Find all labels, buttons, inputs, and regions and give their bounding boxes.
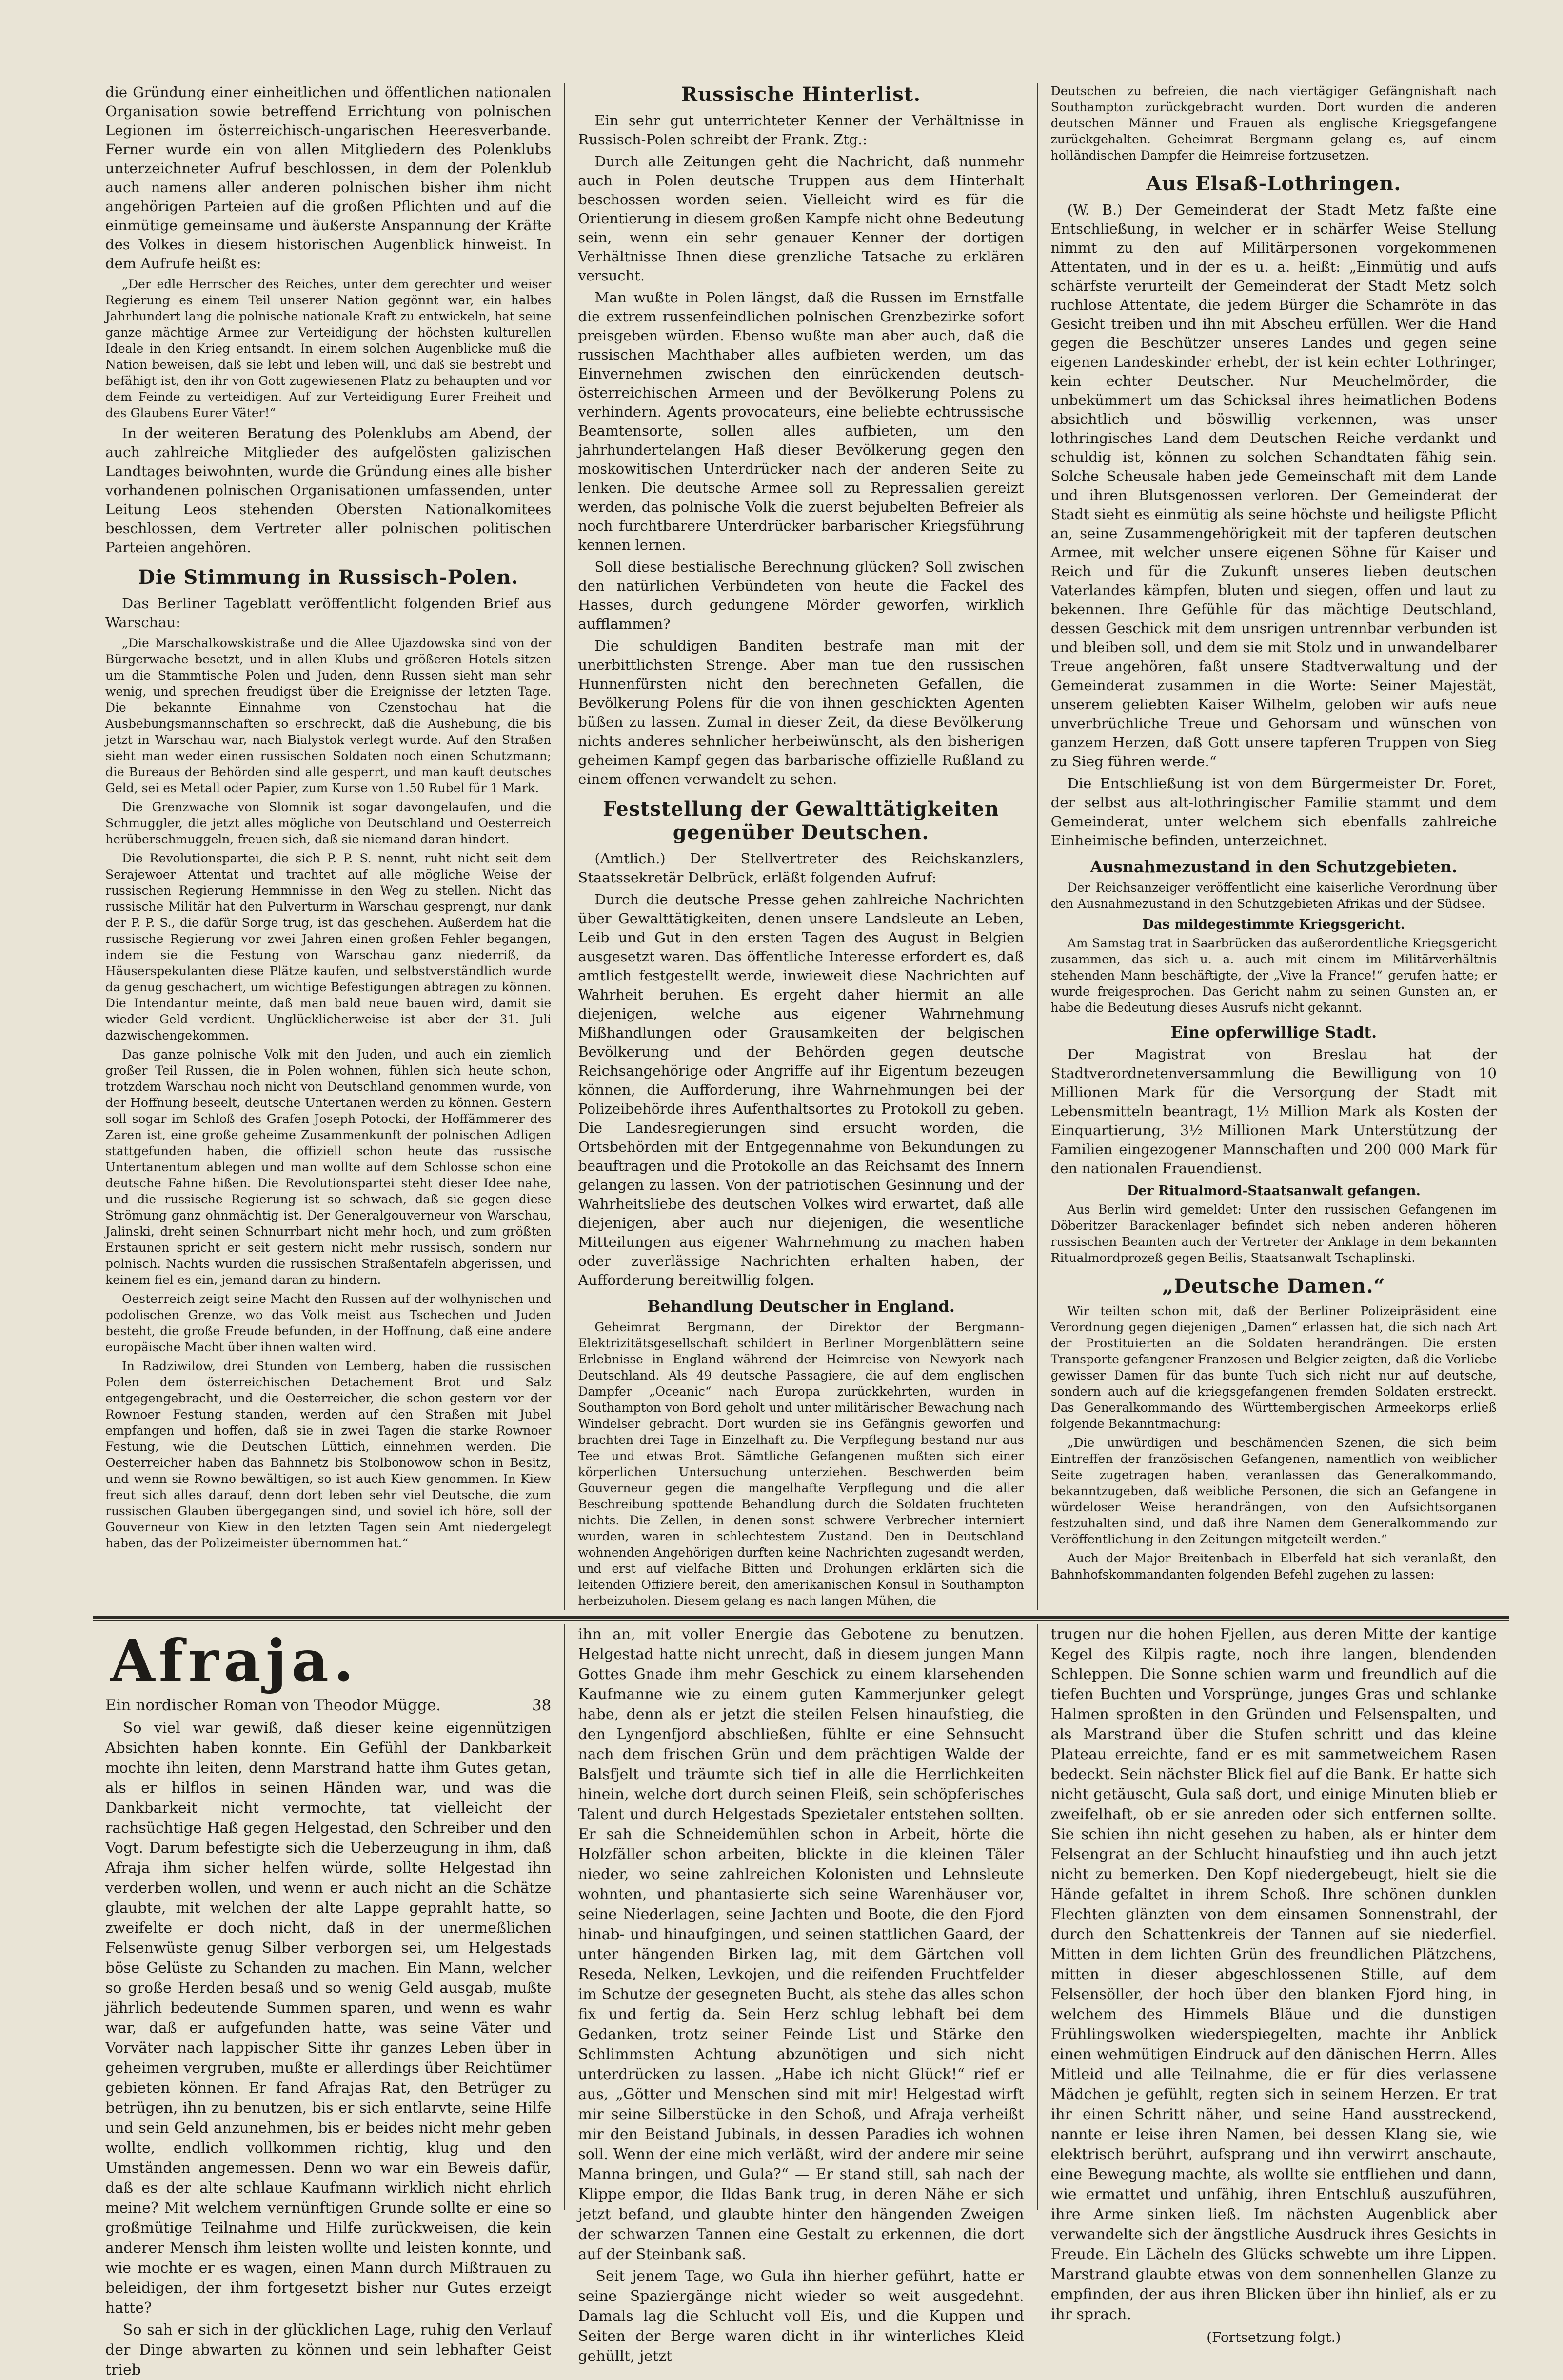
article-heading: Behandlung Deutscher in England. bbox=[647, 1297, 955, 1316]
feuilleton-section bbox=[93, 1624, 1509, 2379]
article-paragraph: Der Reichsanzeiger veröffentlicht eine kaiserliche Verordnung über den Ausnahmezustand in den Schutzgebieten Afrikas und der Südsee. bbox=[1050, 880, 1497, 911]
article-paragraph: Durch alle Zeitungen geht die Nachricht, daß nunmehr auch in Polen deutsche Truppen aus dem Hinterhalt beschossen worden seien. Vielleicht wird es für die Orientierung in diesem großen Kampfe nicht ohne Bedeutung sein, wenn ein sehr genauer Kenner der dortigen Verhältnisse Ihnen diese grenzliche Tatsache zu erklären versucht. bbox=[578, 153, 1024, 284]
article-heading: Die Stimmung in Russisch-Polen. bbox=[138, 566, 519, 589]
novel-column-2 bbox=[565, 1624, 1038, 2365]
article-heading: Das mildegestimmte Kriegsgericht. bbox=[1142, 917, 1405, 932]
article-paragraph: Der Magistrat von Breslau hat der Stadtverordnetenversammlung die Bewilligung von 10 Millionen Mark für die Versorgung der Stadt mit Lebensmitteln beantragt, 1½ Million Mark als Kosten der Einquartierung, 3½ Millionen Mark Unterstützung der Familien eingezogener Mannschaften und 200 000 Mark für den nationalen Frauendienst. bbox=[1050, 1046, 1497, 1177]
article-heading: Ausnahmezustand in den Schutzgebieten. bbox=[1090, 858, 1457, 876]
news-section bbox=[93, 83, 1509, 1610]
article-heading: Aus Elsaß-Lothringen. bbox=[1146, 172, 1402, 195]
article-paragraph: Ein sehr gut unterrichteter Kenner der Verhältnisse in Russisch-Polen schreibt der Frank. Ztg.: bbox=[578, 112, 1024, 148]
article-heading: Feststellung der Gewalttätigkeiten gegenüber Deutschen. bbox=[602, 798, 999, 844]
novel-paragraph: ihn an, mit voller Energie das Gebotene zu benutzen. Helgestad hatte nicht unrecht, daß in diesem jungen Mann Gottes Gnade ihm mehr Geschick zu einem klarsehenden Kaufmanne wie zu einem guten Kammerjunker gelegt habe, denn als er jetzt die steilen Felsen hinaufstieg, die den Lyngenfjord abschließen, fühlte er eine Sehnsucht nach dem frischen Grün und dem prächtigen Walde der Balsfjelt und träumte sich tief in alle die Herrlichkeiten hinein, welche dort durch seinen Fleiß, sein schöpferisches Talent und durch Helgestads Spezietaler entstehen sollten. Er sah die Schneidemühlen schon in Arbeit, hörte die Holzfäller schon arbeiten, blickte in die kleinen Täler nieder, wo seine zahlreichen Kolonisten und Lehnsleute wohnten, und phantasierte sich seine Warenhäuser vor, seine Niederlagen, seine Jachten und Boote, die den Fjord hinab- und hinaufgingen, und seinen stattlichen Gaard, der unter hängenden Birken lag, mit dem Gärtchen voll Reseda, Nelken, Levkojen, und die reifenden Fruchtfelder im Schutze der gesegneten Bucht, als stehe das alles schon fix und fertig da. Sein Herz schlug lebhaft bei dem Gedanken, trotz seiner Feinde List und Stärke den Schlimmsten Achtung abzunötigen und sich nicht unterdrücken zu lassen. „Habe ich nicht Glück!“ rief er aus, „Götter und Menschen sind mit mir! Helgestad wirft mir seine Silberstücke in den Schoß, und Afraja verheißt mir den Beistand Jubinals, in dessen Paradies ich wohnen soll. Wenn der eine mich verläßt, wird der andere mir seine Manna bringen, und Gula?“ — Er stand still, sah nach der Klippe empor, die Ildas Bank trug, in deren Nähe er sich jetzt befand, und glaubte hinter den hängenden Zweigen der schwarzen Tannen eine Gestalt zu erkennen, die dort auf der Steinbank saß. bbox=[578, 1626, 1024, 2263]
article-paragraph: Die Revolutionspartei, die sich P. P. S. nennt, ruht nicht seit dem Serajewoer Attentat und trachtet auf alle mögliche Weise der russischen Regierung Hemmnisse in den Weg zu stellen. Nicht das russische Militär hat den Pulverturm in Warschau gesprengt, nur dank der P. P. S., die dafür Sorge trug, ist das geschehen. Außerdem hat die russische Regierung vor zwei Jahren einen großen Fehler begangen, indem sie die Festung von Warschau ganz niederriß, da Häuserspekulanten diese Plätze kaufen, und selbstverständlich wurde da genug geschachert, um wichtige Befestigungen abtragen zu können. Die Intendantur meinte, daß man bald neue bauen wird, damit sie wieder Geld verdient. Unglücklicherweise ist aber der 31. Juli dazwischengekommen. bbox=[105, 851, 552, 1042]
article-quote: „Der edle Herrscher des Reiches, unter dem gerechter und weiser Regierung es einem Teil unserer Nation gegönnt war, ein halbes Jahrhundert lang die polnische nationale Kraft zu entwickeln, hat seine ganze mächtige Armee zur Verteidigung der höchsten kulturellen Ideale in den Krieg entsandt. In einem solchen Augenblicke muß die Nation beweisen, daß sie lebt und leben will, und daß sie bestrebt und befähigt ist, den ihr von Gott zugewiesenen Platz zu behaupten und vor dem Feinde zu verteidigen. Auf zur Verteidigung Eurer Freiheit und des Glaubens Eurer Väter!“ bbox=[105, 277, 552, 420]
article-paragraph: Oesterreich zeigt seine Macht den Russen auf der wolhynischen und podolischen Grenze, wo das Volk meist aus Tschechen und Juden besteht, die große Freude befunden, in der Hoffnung, daß eine andere europäische Macht über ihnen walten wird. bbox=[105, 1292, 552, 1354]
article-paragraph: Das Berliner Tageblatt veröffentlicht folgenden Brief aus Warschau: bbox=[105, 595, 552, 631]
feuilleton-divider bbox=[93, 1616, 1509, 1619]
article-paragraph: Soll diese bestialische Berechnung glücken? Soll zwischen den natürlichen Verbündeten von heute die Fackel des Hasses, durch gedungene Mörder geworfen, wirklich aufflammen? bbox=[578, 559, 1024, 632]
article-heading: „Deutsche Damen.“ bbox=[1162, 1275, 1385, 1298]
column-1 bbox=[93, 83, 565, 1610]
novel-column-1 bbox=[93, 1624, 565, 2379]
novel-paragraph: Seit jenem Tage, wo Gula ihn hierher geführt, hatte er seine Spaziergänge nicht wieder so weit ausgedehnt. Damals lag die Schlucht voll Eis, und die Kuppen und Seiten der Berge waren dicht in ihr winterliches Kleid gehüllt, jetzt bbox=[578, 2268, 1024, 2365]
article-paragraph: Das ganze polnische Volk mit den Juden, und auch ein ziemlich großer Teil Russen, die in Polen wohnen, fühlen sich heute schon, trotzdem Warschau noch nicht von Deutschland genommen wurde, von der Hoffnung beseelt, deutsche Untertanen werden zu können. Gestern soll sogar im Schloß des Grafen Joseph Potocki, der Hoffämmerer des Zaren ist, eine große geheime Zusammenkunft der polnischen Adligen stattgefunden haben, die offiziell schon heute das russische Untertanentum ablegen und man wollte auf dem Schlosse schon eine deutsche Fahne hißen. Die Revolutionspartei steht dieser Idee nahe, und die russische Regierung ist so schwach, daß sie gegen diese Strömung ganz ohnmächtig ist. Der Generalgouverneur von Warschau, Jalinski, dreht seinen Schnurrbart nicht mehr hoch, und zum größten Erstaunen spricht er seit gestern nicht mehr russisch, sondern nur polnisch. Nachts wurden die russischen Straßentafeln abgerissen, und keinem fiel es ein, jemand daran zu hindern. bbox=[105, 1047, 552, 1287]
novel-column-3 bbox=[1038, 1624, 1509, 2345]
article-quote: „Die unwürdigen und beschämenden Szenen, die sich beim Eintreffen der französischen Gefangenen, namentlich von weiblicher Seite zugetragen haben, veranlassen das Generalkommando, bekanntzugeben, daß weibliche Personen, die sich an Gefangene in würdeloser Weise herandrängen, von den Aufsichtsorganen festzuhalten sind, und daß ihre Namen dem Generalkommando zur Veröffentlichung in den Zeitungen mitgeteilt werden.“ bbox=[1050, 1436, 1497, 1546]
article-paragraph: Am Samstag trat in Saarbrücken das außerordentliche Kriegsgericht zusammen, das sich u. a. auch mit einem im Militärverhältnis stehenden Mann beschäftigte, der „Vive la France!“ gerufen hatte; er wurde freigesprochen. Das Gericht nahm zu seinen Gunsten an, er habe die Bedeutung dieses Ausrufs nicht gekannt. bbox=[1050, 936, 1497, 1015]
novel-subtitle: Ein nordischer Roman von Theodor Mügge. bbox=[105, 1697, 441, 1714]
article-paragraph: In Radziwilow, drei Stunden von Lemberg, haben die russischen Polen dem österreichischen Detachement Brot und Salz entgegengebracht, und die Oesterreicher, die schon gestern vor der Rownoer Festung standen, werden auf den Straßen mit Jubel empfangen und hoffen, daß sie in zwei Tagen die starke Rownoer Festung, wie die Deutschen Lüttich, einnehmen werden. Die Oesterreicher haben das Bahnnetz bis Stolbonowow schon in Besitz, und wenn sie Rowno bewältigen, so ist auch Kiew genommen. In Kiew freut sich alles darauf, denn dort leben sehr viel Deutsche, die zum russischen Glauben übergegangen sind, und soviel ich höre, soll der Gouverneur von Kiew in den letzten Tagen sein Amt niedergelegt haben, das der Polizeimeister übernommen hat.“ bbox=[105, 1359, 552, 1550]
article-paragraph: Deutschen zu befreien, die nach viertägiger Gefängnishaft nach Southampton zurückgebracht wurden. Dort wurden die anderen deutschen Männer und Frauen als englische Kriegsgefangene zurückgehalten. Geheimrat Bergmann gelang es, auf einem holländischen Dampfer die Heimreise fortzusetzen. bbox=[1050, 84, 1497, 162]
column-2 bbox=[565, 83, 1038, 1610]
article-paragraph: Geheimrat Bergmann, der Direktor der Bergmann-Elektrizitätsgesellschaft schildert in Berliner Morgenblättern seine Erlebnisse in England während der Heimreise von Newyork nach Deutschland. Als 49 deutsche Passagiere, die auf dem englischen Dampfer „Oceanic“ nach Europa zurückkehrten, wurden in Southampton von Bord geholt und unter militärischer Bewachung nach Windelser gebracht. Dort wurden sie ins Gefängnis geworfen und brachten drei Tage in Einzelhaft zu. Die Verpflegung bestand nur aus Tee und etwas Brot. Sämtliche Gefangenen mußten sich einer körperlichen Untersuchung unterziehen. Beschwerden beim Gouverneur gegen die mangelhafte Verpflegung und die aller Beschreibung spottende Behandlung durch die Soldaten fruchteten nichts. Die Zellen, in denen sonst schwere Verbrecher interniert wurden, waren in schlechtestem Zustand. Den in Deutschland wohnenden Angehörigen durften keine Nachrichten zugesandt werden, und erst auf vielfache Bitten und Drohungen erklärten sich die leitenden Offiziere bereit, den amerikanischen Konsul in Southampton herbeizuholen. Diesem gelang es nach langen Mühen, die bbox=[578, 1320, 1024, 1608]
article-paragraph: Wir teilten schon mit, daß der Berliner Polizeipräsident eine Verordnung gegen diejenigen „Damen“ erlassen hat, die sich nach Art der Prostituierten an die Soldaten herandrängen. Die ersten Transporte gefangener Franzosen und Belgier zeigten, daß die Vorliebe gewisser Damen für das bunte Tuch sich nicht nur auf deutsche, sondern auch auf die kriegsgefangenen fremden Soldaten erstreckt. Das Generalkommando des Württembergischen Armeekorps erließ folgende Bekanntmachung: bbox=[1050, 1304, 1497, 1431]
article-paragraph: „Die Marschalkowskistraße und die Allee Ujazdowska sind von der Bürgerwache besetzt, und in allen Klubs und größeren Hotels sitzen um die Stammtische Polen und Juden, denn Russen sieht man sehr wenig, und sprechen freudigst über die Ereignisse der letzten Tage. Die bekannte Einnahme von Czenstochau hat die Ausbebungsmannschaften so erschreckt, daß die Aushebung, die bis jetzt in Warschau war, nach Bialystok verlegt wurde. Auf den Straßen sieht man weder einen russischen Soldaten noch einen Schutzmann; die Bureaus der Behörden sind alle gesperrt, und man kauft deutsches Geld, sei es Metall oder Papier, zum Kurse von 1.50 Rubel für 1 Mark. bbox=[105, 636, 552, 795]
article-paragraph: Man wußte in Polen längst, daß die Russen im Ernstfalle die extrem russenfeindlichen polnischen Grenzbezirke sofort preisgeben würden. Ebenso wußte man aber auch, daß die russischen Machthaber alles aufbieten werden, um das Einvernehmen zwischen den einrückenden deutsch-österreichischen Armeen und der Bevölkerung Polens zu verhindern. Agents provocateurs, eine beliebte echtrussische Beamtensorte, sollen alles aufbieten, um den jahrhundertelangen Haß dieser Bevölkerung gegen den moskowitischen Unterdrücker nach der anderen Seite zu lenken. Die deutsche Armee soll zu Repressalien gereizt werden, das polnische Volk die zuerst bejubelten Befreier als noch furchtbarere Unterdrücker barbarischer Kriegsführung kennen lernen. bbox=[578, 289, 1024, 553]
column-3 bbox=[1038, 83, 1509, 1610]
article-paragraph: Aus Berlin wird gemeldet: Unter den russischen Gefangenen im Döberitzer Barackenlager befindet sich neben anderen höheren russischen Beamten auch der Vertreter der Anklage in dem bekannten Ritualmordprozeß gegen Beilis, Staatsanwalt Tschaplinski. bbox=[1050, 1202, 1497, 1265]
article-paragraph: die Gründung einer einheitlichen und öffentlichen nationalen Organisation sowie betreffend Errichtung von polnischen Legionen im österreichisch-ungarischen Heeresverbande. Ferner wurde ein von allen Mitgliedern des Polenklubs unterzeichneter Aufruf beschlossen, in dem der Polenklub auch namens aller anderen polnischen bisher ihm nicht angehörigen Parteien auf die großen Pflichten und auf die einmütige gemeinsame und äußerste Anspannung der Kräfte des Volkes in diesem historischen Augenblick hinweist. In dem Aufrufe heißt es: bbox=[105, 84, 552, 272]
feuilleton-divider-thin bbox=[93, 1620, 1509, 1621]
article-heading: Eine opferwillige Stadt. bbox=[1170, 1023, 1377, 1041]
article-paragraph: Die Grenzwache von Slomnik ist sogar davongelaufen, und die Schmuggler, die jetzt alles mögliche von Deutschland und Oesterreich herüberschmuggeln, freuen sich, daß sie niemand daran hindert. bbox=[105, 800, 552, 846]
article-paragraph: (W. B.) Der Gemeinderat der Stadt Metz faßte eine Entschließung, in welcher er in schärfer Weise Stellung nimmt zu den auf Militärpersonen vorgekommenen Attentaten, und in der es u. a. heißt: „Einmütig und aufs schärfste verurteilt der Gemeinderat der Stadt Metz solch ruchlose Attentate, die jedem Bürger die Schamröte in das Gesicht treiben und ihn mit Abscheu erfüllen. Wer die Hand gegen die Beschützer unseres Landes und gegen seine eigenen Landeskinder erhebt, der ist kein echter Lothringer, kein echter Deutscher. Nur Meuchelmörder, die unbekümmert um das Schicksal ihres heimatlichen Bodens absichtlich und böswillig verkennen, was unser lothringisches Land dem Deutschen Reiche verdankt und schuldig ist, können zu solchen Schandtaten fähig sein. Solche Scheusale haben jede Gemeinschaft mit dem Lande und ihren Blutsgenossen verloren. Der Gemeinderat der Stadt sieht es einmütig als seine höchste und heiligste Pflicht an, seine Zusammengehörigkeit mit der tapferen deutschen Armee, mit welcher unsere eigenen Söhne für Kaiser und Reich und für die Zukunft unseres lieben deutschen Vaterlandes kämpfen, bluten und siegen, offen und laut zu bekennen. Ihre Gefühle für das mächtige Deutschland, dessen Geschick mit dem unsrigen untrennbar verbunden ist und bleiben soll, und dem sie mit Stolz und in unwandelbarer Treue angehören, faßt unsere Stadtverwaltung und der Gemeinderat zusammen in die Worte: Seiner Majestät, unserem geliebten Kaiser Wilhelm, geloben wir aufs neue unverbrüchliche Treue und Gehorsam und wünschen von ganzem Herzen, daß Gott unsere tapferen Truppen von Sieg zu Sieg führen werde.“ bbox=[1050, 201, 1497, 770]
article-paragraph: Auch der Major Breitenbach in Elberfeld hat sich veranlaßt, den Bahnhofskommandanten folgenden Befehl zugehen zu lassen: bbox=[1050, 1551, 1497, 1581]
article-paragraph: Die Entschließung ist von dem Bürgermeister Dr. Foret, der selbst aus alt-lothringischer Familie stammt und dem Gemeinderat, unter welchem sich ebenfalls zahlreiche Einheimische befinden, unterzeichnet. bbox=[1050, 775, 1497, 849]
continuation-note: (Fortsetzung folgt.) bbox=[1207, 2329, 1341, 2345]
article-heading: Russische Hinterlist. bbox=[681, 83, 921, 106]
article-paragraph: Die schuldigen Banditen bestrafe man mit der unerbittlichsten Strenge. Aber man tue den russischen Hunnenfürsten nicht den berechneten Gefallen, die Bevölkerung Polens für die von ihnen geschickten Agenten büßen zu lassen. Zumal in dieser Zeit, da diese Bevölkerung nichts anderes sehnlicher herbeiwünscht, als den bisherigen geheimen Kampf gegen das barbarische offizielle Rußland zu einem offenen verwandelt zu sehen. bbox=[578, 638, 1024, 787]
novel-paragraph: So viel war gewiß, daß dieser keine eigennützigen Absichten haben konnte. Ein Gefühl der Dankbarkeit mochte ihn leiten, denn Marstrand hatte ihm Gutes getan, als er hilflos in seinen Händen war, und was die Dankbarkeit nicht vermochte, tat vielleicht der rachsüchtige Haß gegen Helgestad, den Schreiber und den Vogt. Darum befestigte sich die Ueberzeugung in ihm, daß Afraja ihm sicher helfen würde, sollte Helgestad ihn verderben wollen, und wenn er auch nicht an die Schätze glaubte, mit welchen der alte Lappe geprahlt hatte, so zweifelte er doch nicht, daß in der unermeßlichen Felsenwüste genug Silber verborgen sei, um Helgestads böse Gelüste zu Schanden zu machen. Ein Mann, welcher so große Herden besaß und so wenig Geld ausgab, mußte jährlich bedeutende Summen sparen, und wenn es wahr war, daß er aufgefunden hatte, was seine Väter und Vorväter nach lappischer Sitte ihr ganzes Leben über in geheimen vergruben, mußte er allerdings über Reichtümer gebieten können. Er fand Afrajas Rat, den Betrüger zu betrügen, ihn zu benutzen, bis er sich entlarvte, seine Hilfe und sein Geld anzunehmen, bis er beides nicht mehr geben wollte, endlich vollkommen richtig, klug und den Umständen angemessen. Denn wo war ein Beweis dafür, daß es der alte schlaue Kaufmann wirklich nicht ehrlich meine? Mit welchem vernünftigen Grunde sollte er eine so großmütige Teilnahme und Hilfe zurückweisen, die kein anderer Mensch ihm leisten wollte und leisten konnte, und wie mochte er es wagen, einen Mann durch Mißtrauen zu beleidigen, der ihm fortgesetzt bisher nur Gutes erzeigt hatte? bbox=[105, 1720, 552, 2317]
article-paragraph: In der weiteren Beratung des Polenklubs am Abend, der auch zahlreiche Mitglieder des aufgelösten galizischen Landtages beiwohnten, wurde die Gründung eines alle bisher vorhandenen polnischen Organisationen umfassenden, unter Leitung Leos stehenden Obersten Nationalkomitees beschlossen, dem Vertreter aller polnischen politischen Parteien angehören. bbox=[105, 425, 552, 556]
novel-paragraph: So sah er sich in der glücklichen Lage, ruhig den Verlauf der Dinge abwarten zu können und sein lebhafter Geist trieb bbox=[105, 2321, 552, 2379]
novel-paragraph: trugen nur die hohen Fjellen, aus deren Mitte der kantige Kegel des Kilpis ragte, noch ihre langen, blendenden Schleppen. Die Sonne schien warm und freundlich auf die tiefen Buchten und Vorsprünge, junges Gras und schlanke Halmen sproßten in den Gründen und Felsenspalten, und als Marstrand über die Stufen schritt und das kleine Plateau erreichte, fand er es mit sammetweichem Rasen bedeckt. Sein nächster Blick fiel auf die Bank. Er hatte sich nicht getäuscht, Gula saß dort, und einige Minuten blieb er zweifelhaft, ob er sie anreden oder sich entfernen sollte. Sie schien ihn nicht gesehen zu haben, als er hinter dem Felsengrat an der Schlucht hinaufstieg und ihn auch jetzt nicht zu bemerken. Den Kopf niedergebeugt, hielt sie die Hände gefaltet in ihrem Schoß. Ihre schönen dunklen Flechten glänzten von dem einsamen Sonnenstrahl, der durch den Schattenkreis der Tannen auf sie niederfiel. Mitten in dem lichten Grün des freundlichen Plätzchens, mitten in dieser abgeschlossenen Stille, auf dem Felsensöller, der hoch über den blanken Fjord hing, in welchem des Himmels Bläue und die dunstigen Frühlingswolken wiederspiegelten, machte ihr Anblick einen wehmütigen Eindruck auf den dänischen Herrn. Alles Mitleid und alle Teilnahme, die er für dies verlassene Mädchen je gefühlt, regten sich in seinem Herzen. Er trat ihr einen Schritt näher, und seine Hand ausstreckend, nannte er leise ihren Namen, bei dessen Klang sie, wie elektrisch berührt, aufsprang und ihn verwirrt anschaute, eine Bewegung machte, als wollte sie entfliehen und dann, wie ermattet und unfähig, ihren Entschluß auszuführen, ihre Arme sinken ließ. Im nächsten Augenblick aber verwandelte sich der ängstliche Ausdruck ihres Gesichts in Freude. Ein Lächeln des Glücks schwebte um ihre Lippen. Marstrand glaubte etwas von dem sonnenhellen Glanze zu empfinden, der aus ihren Blicken über ihn hinlief, als er zu ihr sprach. bbox=[1050, 1626, 1497, 2323]
article-heading: Der Ritualmord-Staatsanwalt gefangen. bbox=[1127, 1183, 1421, 1199]
installment-number: 38 bbox=[532, 1697, 552, 1714]
novel-byline bbox=[105, 1696, 551, 1715]
article-paragraph: (Amtlich.) Der Stellvertreter des Reichskanzlers, Staatssekretär Delbrück, erläßt folgenden Aufruf: bbox=[578, 850, 1024, 886]
article-paragraph: Durch die deutsche Presse gehen zahlreiche Nachrichten über Gewalttätigkeiten, denen unsere Landsleute an Leben, Leib und Gut in den ersten Tagen des August in Belgien ausgesetzt waren. Das öffentliche Interesse erfordert es, daß amtlich festgestellt werde, inwieweit diese Nachrichten auf Wahrheit beruhen. Es ergeht daher hiermit an alle diejenigen, welche aus eigener Wahrnehmung Mißhandlungen oder Grausamkeiten der belgischen Bevölkerung und der Behörden gegen deutsche Reichsangehörige oder Angriffe auf ihr Eigentum bezeugen können, die Aufforderung, ihre Wahrnehmungen bei der Polizeibehörde ihres Aufenthaltsortes zu Protokoll zu geben. Die Landesregierungen sind ersucht worden, die Ortsbehörden mit der Entgegennahme von Bekundungen zu beauftragen und die Protokolle an das Reichsamt des Innern gelangen zu lassen. Von der patriotischen Gesinnung und der Wahrheitsliebe des deutschen Volkes wird erwartet, daß alle diejenigen, aber auch nur diejenigen, die wesentliche Mitteilungen aus eigener Wahrnehmung zu machen haben oder zuverlässige Nachrichten erhalten haben, der Aufforderung bereitwillig folgen. bbox=[578, 891, 1024, 1288]
novel-title: Afraja. bbox=[110, 1627, 359, 1695]
